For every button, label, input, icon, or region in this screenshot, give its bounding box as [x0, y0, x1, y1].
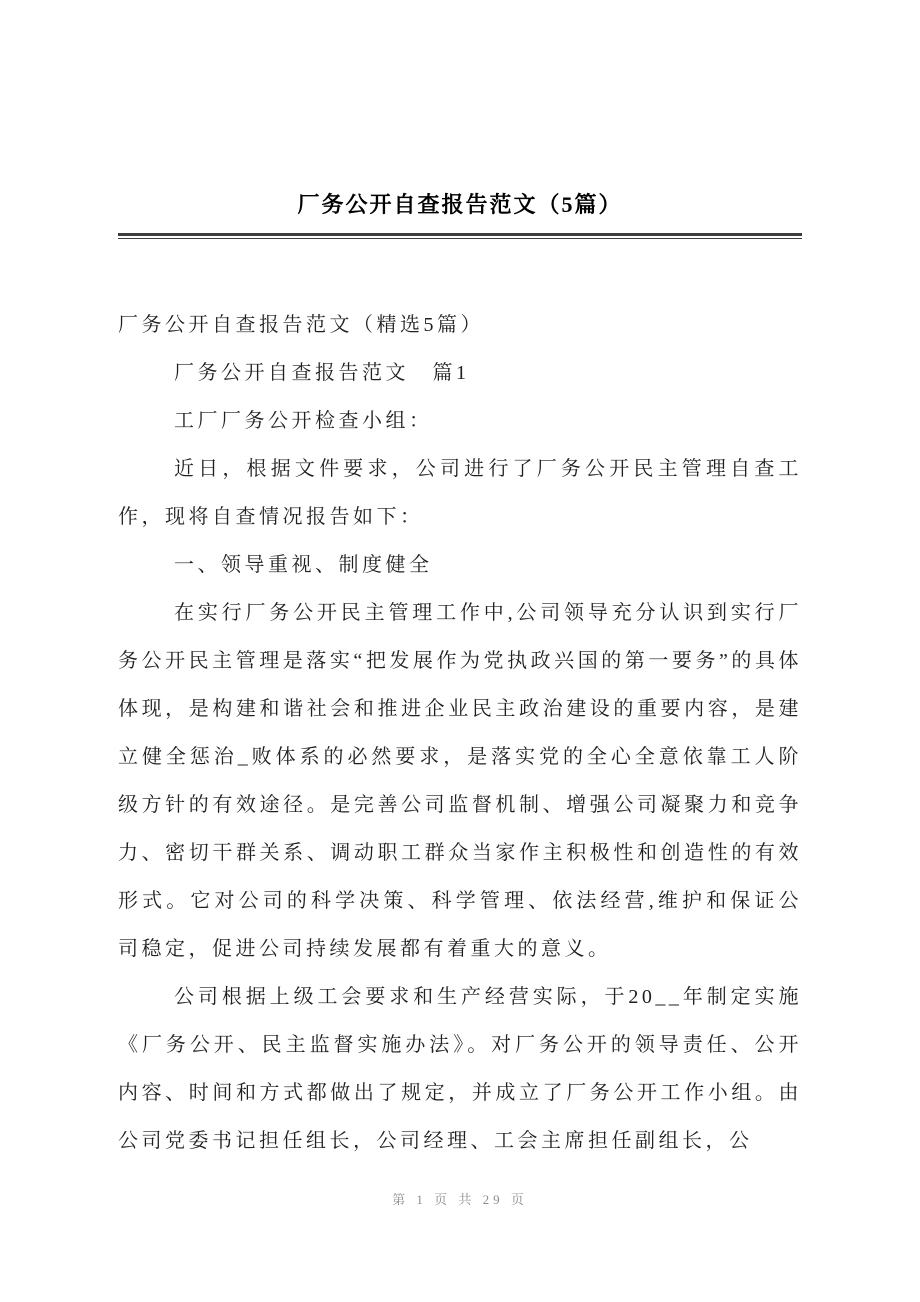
paragraph: 工厂厂务公开检查小组：	[174, 410, 433, 432]
paragraph: 近日，根据文件要求，公司进行了厂务公开民主管理自查工作，现将自查情况报告如下：	[118, 458, 802, 528]
document-body	[118, 301, 802, 1165]
document-title-text: 厂务公开自查报告范文（5篇）	[297, 192, 623, 217]
title-divider	[118, 233, 802, 239]
paragraph: 厂务公开自查报告范文 篇1	[174, 362, 470, 384]
paragraph: 一、领导重视、制度健全	[174, 554, 433, 576]
page-number-text: 第 1 页 共 29 页	[392, 1192, 528, 1207]
page-footer	[0, 1189, 920, 1208]
paragraph: 在实行厂务公开民主管理工作中,公司领导充分认识到实行厂务公开民主管理是落实“把发展作为党执政兴国的第一要务”的具体体现，是构建和谐社会和推进企业民主政治建设的重要内容，是建立健全惩治_败体系的必然要求，是落实党的全心全意依靠工人阶级方针的有效途径。是完善公司监督机制、增强公司凝聚力和竞争力、密切干群关系、调动职工群众当家作主积极性和创造性的有效形式。它对公司的科学决策、科学管理、依法经营,维护和保证公司稳定，促进公司持续发展都有着重大的意义。	[118, 602, 802, 960]
paragraph: 厂务公开自查报告范文（精选5篇）	[118, 314, 484, 336]
paragraph: 公司根据上级工会要求和生产经营实际，于20__年制定实施《厂务公开、民主监督实施办法》。对厂务公开的领导责任、公开内容、时间和方式都做出了规定，并成立了厂务公开工作小组。由公司党委书记担任组长，公司经理、工会主席担任副组长，公	[118, 986, 802, 1152]
document-title	[118, 0, 802, 219]
